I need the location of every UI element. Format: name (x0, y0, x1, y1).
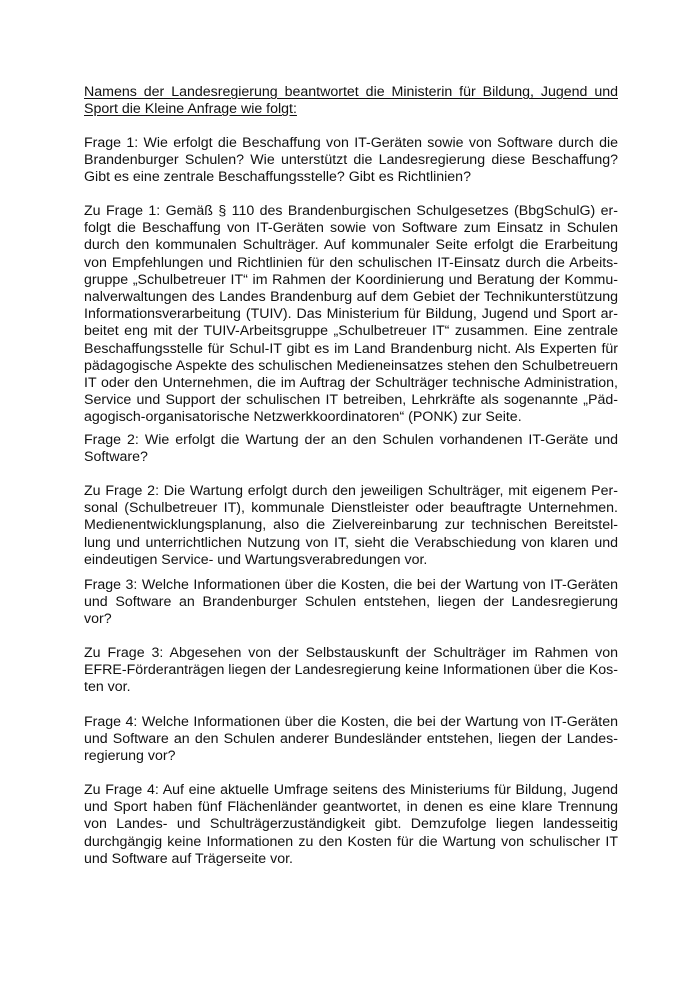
question-2: Frage 2: Wie erfolgt die Wartung der an den Schulen vorhandenen IT-Geräte und Software? (84, 432, 618, 466)
answer-1: Zu Frage 1: Gemäß § 110 des Brandenburgischen Schulgesetzes (BbgSchulG) erfolgt die Beschaffung von IT-Geräten sowie von Software zum Einsatz in Schulen durch den kommunalen Schulträger. Auf kommunaler Seite erfolgt die Erarbeitung von Empfehlungen und Richtlinien für den schulischen IT-Einsatz durch die Arbeitsgruppe „Schulbetreuer IT“ im Rahmen der Koordinierung und Beratung der Kommunalverwaltungen des Landes Brandenburg auf dem Gebiet der Technikunterstützung Informationsverarbeitung (TUIV). Das Ministerium für Bildung, Jugend und Sport arbeitet eng mit der TUIV-Arbeitsgruppe „Schulbetreuer IT“ zusammen. Eine zentrale Beschaffungsstelle für Schul-IT gibt es im Land Brandenburg nicht. Als Experten für pädagogische Aspekte des schulischen Medieneinsatzes stehen den Schulbetreuern IT oder den Unternehmen, die im Auftrag der Schulträger technische Administration, Service und Support der schulischen IT betreiben, Lehrkräfte als sogenannte „Pädagogisch-organisatorische Netzwerkkoordinatoren“ (PONK) zur Seite. (84, 203, 618, 426)
question-1: Frage 1: Wie erfolgt die Beschaffung von IT-Geräten sowie von Software durch die Brandenburger Schulen? Wie unterstützt die Landesregierung diese Beschaffung? Gibt es eine zentrale Beschaffungsstelle? Gibt es Richtlinien? (84, 135, 618, 186)
answer-4: Zu Frage 4: Auf eine aktuelle Umfrage seitens des Ministeriums für Bildung, Jugend und Sport haben fünf Flächenländer geantwortet, in denen es eine klare Trennung von Landes- und Schulträgerzuständigkeit gibt. Demzufolge liegen landesseitig durchgängig keine Informationen zu den Kosten für die Wartung von schulischer IT und Software auf Trägerseite vor. (84, 782, 618, 867)
question-4: Frage 4: Welche Informationen über die Kosten, die bei der Wartung von IT-Geräten und Software an den Schulen anderer Bundesländer entstehen, liegen der Landesregierung vor? (84, 714, 618, 765)
answer-3: Zu Frage 3: Abgesehen von der Selbstauskunft der Schulträger im Rahmen von EFRE-Förderanträgen liegen der Landesregierung keine Informationen über die Kosten vor. (84, 645, 618, 696)
question-3: Frage 3: Welche Informationen über die Kosten, die bei der Wartung von IT-Geräten und Software an Brandenburger Schulen entstehen, liegen der Landesregierung vor? (84, 577, 618, 628)
intro-paragraph: Namens der Landesregierung beantwortet die Ministerin für Bildung, Jugend und Sport die Kleine Anfrage wie folgt: (84, 84, 618, 118)
answer-2: Zu Frage 2: Die Wartung erfolgt durch den jeweiligen Schulträger, mit eigenem Personal (Schulbetreuer IT), kommunale Dienstleister oder beauftragte Unternehmen. Medienentwicklungsplanung, also die Zielvereinbarung zur technischen Bereitstellung und unterrichtlichen Nutzung von IT, sieht die Verabschiedung von klaren und eindeutigen Service- und Wartungsverabredungen vor. (84, 483, 618, 568)
